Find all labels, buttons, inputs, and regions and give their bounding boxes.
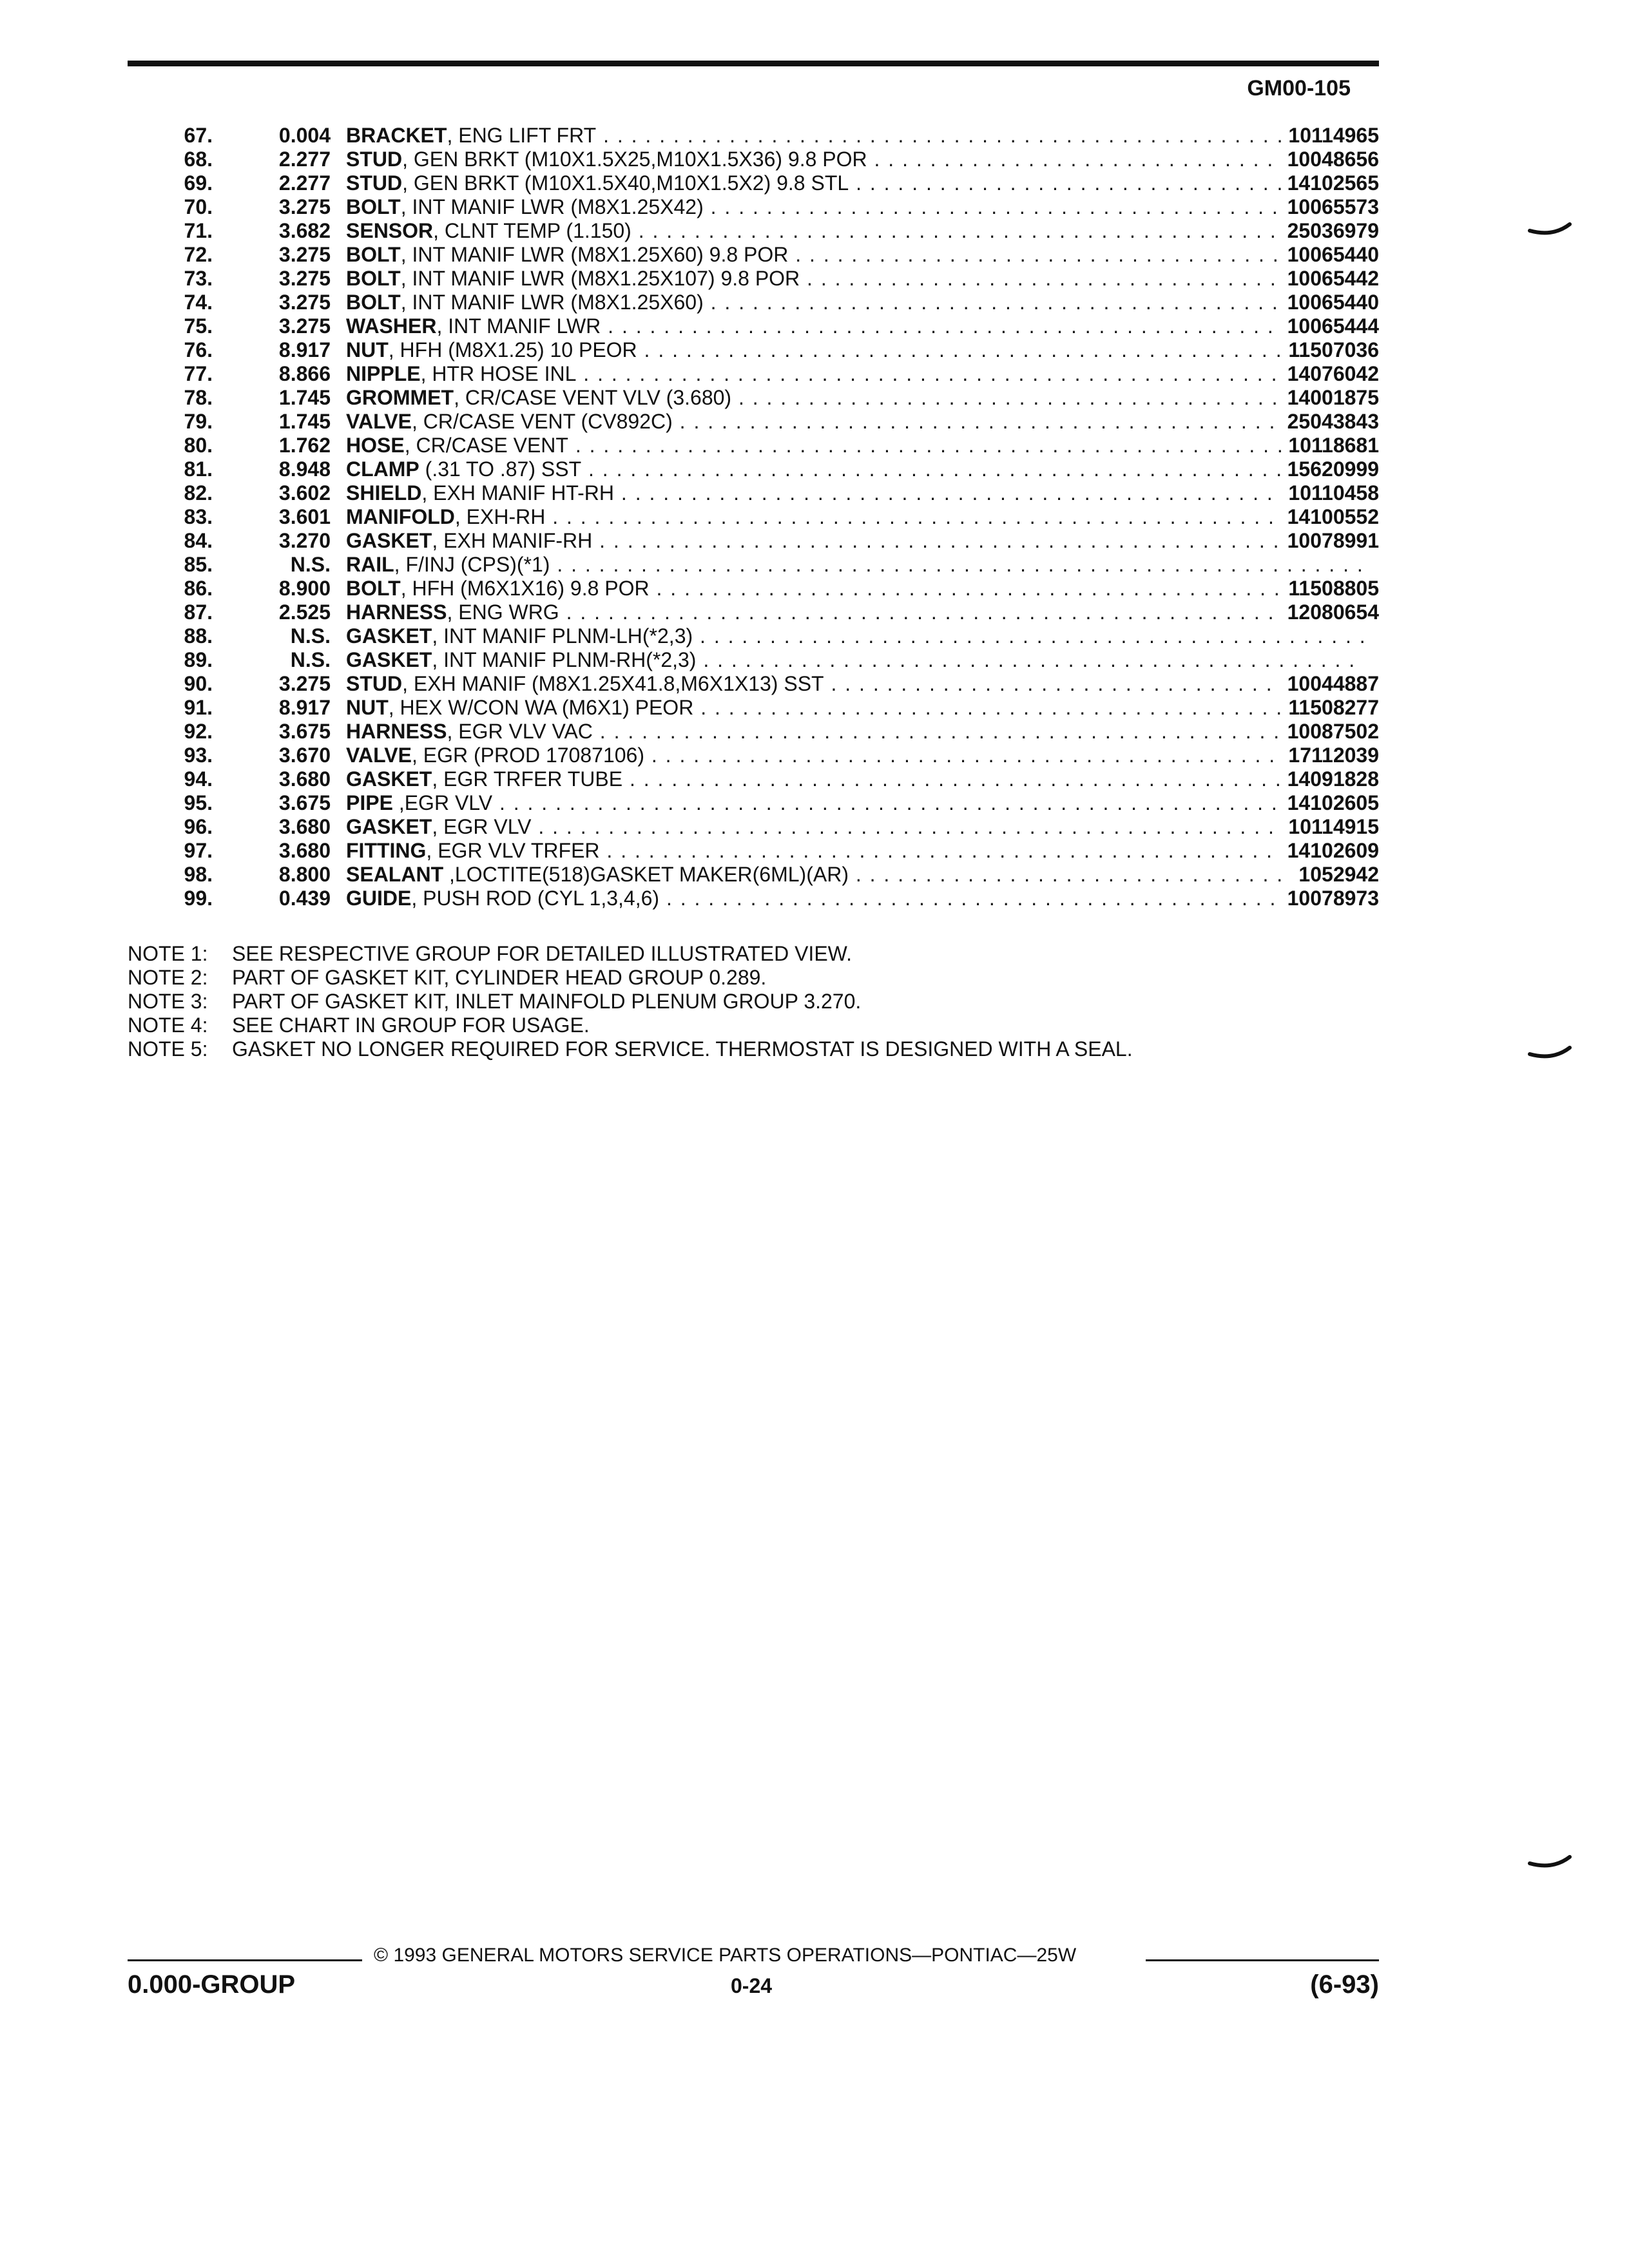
part-detail: , EXH MANIF HT-RH bbox=[421, 481, 615, 505]
part-name: GASKET bbox=[346, 529, 432, 552]
footer-rule-left bbox=[128, 1959, 362, 1961]
parts-row bbox=[129, 386, 1379, 410]
part-name: HARNESS bbox=[346, 720, 447, 743]
part-name: PIPE bbox=[346, 791, 393, 814]
item-number: 98. bbox=[184, 863, 213, 886]
parts-row bbox=[129, 624, 1379, 648]
part-description bbox=[346, 291, 1364, 314]
parts-row bbox=[129, 815, 1379, 839]
parts-row bbox=[129, 672, 1379, 696]
parts-row bbox=[129, 291, 1379, 314]
item-number: 90. bbox=[184, 672, 213, 695]
part-detail: (.31 TO .87) SST bbox=[419, 457, 582, 481]
part-detail: , EGR (PROD 17087106) bbox=[411, 744, 644, 767]
group-number: 3.275 bbox=[278, 267, 331, 290]
parts-row bbox=[129, 195, 1379, 219]
part-name: FITTING bbox=[346, 839, 427, 862]
parts-row bbox=[129, 481, 1379, 505]
part-name: NUT bbox=[346, 338, 389, 361]
part-name: RAIL bbox=[346, 553, 394, 576]
part-number: 10078991 bbox=[1281, 529, 1379, 553]
part-number: 10114915 bbox=[1282, 815, 1379, 839]
note-text: GASKET NO LONGER REQUIRED FOR SERVICE. THERMOSTAT IS DESIGNED WITH A SEAL. bbox=[232, 1037, 1133, 1061]
part-name: STUD bbox=[346, 171, 403, 195]
part-number: 10065440 bbox=[1281, 243, 1379, 267]
part-name: SEALANT bbox=[346, 863, 444, 886]
part-number: 25043843 bbox=[1281, 410, 1379, 434]
item-number: 83. bbox=[184, 505, 213, 528]
part-name: GUIDE bbox=[346, 887, 412, 910]
part-number: 10087502 bbox=[1281, 720, 1379, 744]
parts-row bbox=[129, 887, 1379, 910]
group-number: 8.800 bbox=[278, 863, 331, 886]
part-detail: , HTR HOSE INL bbox=[420, 362, 577, 385]
part-detail: , ENG LIFT FRT bbox=[447, 124, 597, 147]
part-number: 14100552 bbox=[1281, 505, 1379, 529]
part-description bbox=[346, 314, 1364, 338]
item-number: 80. bbox=[184, 434, 213, 457]
item-number: 86. bbox=[184, 577, 213, 600]
parts-row bbox=[129, 457, 1379, 481]
group-number: 1.762 bbox=[278, 434, 331, 457]
part-description bbox=[346, 124, 1364, 148]
part-detail: , CLNT TEMP (1.150) bbox=[433, 219, 631, 242]
group-number: 3.680 bbox=[278, 767, 331, 791]
part-description bbox=[346, 195, 1364, 219]
part-detail: , HEX W/CON WA (M6X1) PEOR bbox=[388, 696, 694, 719]
note-label: NOTE 4: bbox=[128, 1014, 208, 1037]
part-detail: ,EGR VLV bbox=[392, 791, 493, 814]
part-detail: , INT MANIF PLNM-LH(*2,3) bbox=[432, 624, 693, 648]
part-number: 25036979 bbox=[1281, 219, 1379, 243]
part-name: VALVE bbox=[346, 410, 412, 433]
group-number: 2.277 bbox=[278, 171, 331, 195]
parts-row bbox=[129, 553, 1379, 577]
part-detail: , CR/CASE VENT bbox=[404, 434, 568, 457]
part-description bbox=[346, 624, 1364, 648]
part-description bbox=[346, 148, 1364, 171]
part-description bbox=[346, 839, 1364, 863]
group-number: 3.275 bbox=[278, 195, 331, 218]
part-description bbox=[346, 791, 1364, 815]
part-name: STUD bbox=[346, 148, 403, 171]
part-name: VALVE bbox=[346, 744, 412, 767]
item-number: 73. bbox=[184, 267, 213, 290]
part-description bbox=[346, 338, 1364, 362]
part-name: GASKET bbox=[346, 815, 432, 838]
margin-mark bbox=[1527, 1853, 1572, 1872]
group-number: 3.275 bbox=[278, 243, 331, 266]
part-description bbox=[346, 529, 1364, 553]
part-description bbox=[346, 243, 1364, 267]
group-number: 8.900 bbox=[278, 577, 331, 600]
note-label: NOTE 2: bbox=[128, 966, 208, 989]
item-number: 68. bbox=[184, 148, 213, 171]
group-number: 3.682 bbox=[278, 219, 331, 242]
part-detail: , INT MANIF LWR (M8X1.25X60) bbox=[400, 291, 704, 314]
item-number: 88. bbox=[184, 624, 213, 648]
parts-row bbox=[129, 243, 1379, 267]
parts-row bbox=[129, 648, 1379, 672]
page-number: 0-24 bbox=[731, 1974, 773, 1997]
part-name: WASHER bbox=[346, 314, 437, 338]
group-number: 3.602 bbox=[278, 481, 331, 505]
item-number: 75. bbox=[184, 314, 213, 338]
group-number: 8.917 bbox=[278, 338, 331, 361]
parts-row bbox=[129, 696, 1379, 720]
parts-list bbox=[129, 124, 1379, 910]
item-number: 70. bbox=[184, 195, 213, 218]
item-number: 91. bbox=[184, 696, 213, 719]
part-detail: , PUSH ROD (CYL 1,3,4,6) bbox=[411, 887, 660, 910]
part-description bbox=[346, 887, 1364, 910]
parts-row bbox=[129, 267, 1379, 291]
group-number: 3.680 bbox=[278, 815, 331, 838]
part-detail: ,LOCTITE(518)GASKET MAKER(6ML)(AR) bbox=[443, 863, 849, 886]
item-number: 78. bbox=[184, 386, 213, 409]
part-description bbox=[346, 267, 1364, 291]
part-detail: , EGR VLV bbox=[432, 815, 532, 838]
part-detail: , F/INJ (CPS)(*1) bbox=[394, 553, 550, 576]
note-label: NOTE 1: bbox=[128, 942, 208, 965]
part-name: GASKET bbox=[346, 767, 432, 791]
part-number: 11508805 bbox=[1282, 577, 1379, 601]
note-text: PART OF GASKET KIT, INLET MAINFOLD PLENUM GROUP 3.270. bbox=[232, 990, 862, 1013]
part-number: 11508277 bbox=[1282, 696, 1379, 720]
part-description bbox=[346, 434, 1364, 457]
item-number: 72. bbox=[184, 243, 213, 266]
item-number: 85. bbox=[184, 553, 213, 576]
part-description bbox=[346, 386, 1364, 410]
footer-rule-right bbox=[1146, 1959, 1379, 1961]
item-number: 69. bbox=[184, 171, 213, 195]
note-text: PART OF GASKET KIT, CYLINDER HEAD GROUP 0.289. bbox=[232, 966, 767, 989]
parts-row bbox=[129, 744, 1379, 767]
group-number: 0.004 bbox=[278, 124, 331, 147]
part-name: MANIFOLD bbox=[346, 505, 455, 528]
part-number: 10078973 bbox=[1281, 887, 1379, 910]
part-number: 11507036 bbox=[1282, 338, 1379, 362]
note-line bbox=[128, 1014, 1133, 1037]
item-number: 94. bbox=[184, 767, 213, 791]
group-number: 3.275 bbox=[278, 672, 331, 695]
parts-row bbox=[129, 791, 1379, 815]
item-number: 92. bbox=[184, 720, 213, 743]
part-description bbox=[346, 410, 1364, 434]
part-number: 10065442 bbox=[1281, 267, 1379, 291]
group-number: N.S. bbox=[290, 648, 331, 671]
group-number: 1.745 bbox=[278, 386, 331, 409]
revision-date: (6-93) bbox=[1310, 1970, 1379, 1999]
part-detail: , CR/CASE VENT VLV (3.680) bbox=[454, 386, 732, 409]
part-number: 1052942 bbox=[1292, 863, 1379, 887]
part-detail: , EXH-RH bbox=[454, 505, 546, 528]
part-description bbox=[346, 505, 1364, 529]
parts-row bbox=[129, 314, 1379, 338]
part-number: 10118681 bbox=[1282, 434, 1379, 457]
item-number: 89. bbox=[184, 648, 213, 671]
part-name: STUD bbox=[346, 672, 403, 695]
part-name: HOSE bbox=[346, 434, 405, 457]
item-number: 99. bbox=[184, 887, 213, 910]
part-description bbox=[346, 171, 1364, 195]
item-number: 96. bbox=[184, 815, 213, 838]
item-number: 74. bbox=[184, 291, 213, 314]
parts-row bbox=[129, 863, 1379, 887]
note-label: NOTE 5: bbox=[128, 1037, 208, 1061]
part-number: 12080654 bbox=[1281, 601, 1379, 624]
item-number: 93. bbox=[184, 744, 213, 767]
part-detail: , GEN BRKT (M10X1.5X40,M10X1.5X2) 9.8 STL bbox=[402, 171, 849, 195]
margin-mark bbox=[1527, 1044, 1572, 1063]
part-detail: , INT MANIF LWR (M8X1.25X42) bbox=[400, 195, 704, 218]
part-description bbox=[346, 648, 1364, 672]
part-number: 10065440 bbox=[1281, 291, 1379, 314]
part-description bbox=[346, 553, 1364, 577]
part-detail: , INT MANIF LWR (M8X1.25X60) 9.8 POR bbox=[400, 243, 789, 266]
part-number: 14076042 bbox=[1281, 362, 1379, 386]
parts-row bbox=[129, 171, 1379, 195]
part-name: NIPPLE bbox=[346, 362, 421, 385]
part-detail: , INT MANIF PLNM-RH(*2,3) bbox=[432, 648, 697, 671]
part-number: 14102605 bbox=[1281, 791, 1379, 815]
part-name: GROMMET bbox=[346, 386, 454, 409]
part-number: 10110458 bbox=[1282, 481, 1379, 505]
group-number: 2.277 bbox=[278, 148, 331, 171]
part-description bbox=[346, 815, 1364, 839]
part-name: BOLT bbox=[346, 195, 401, 218]
group-number: 8.917 bbox=[278, 696, 331, 719]
part-number: 14091828 bbox=[1281, 767, 1379, 791]
part-number: 14102609 bbox=[1281, 839, 1379, 863]
part-number: 17112039 bbox=[1282, 744, 1379, 767]
group-number: 8.866 bbox=[278, 362, 331, 385]
note-text: SEE RESPECTIVE GROUP FOR DETAILED ILLUSTRATED VIEW. bbox=[232, 942, 852, 965]
item-number: 67. bbox=[184, 124, 213, 147]
copyright-line: © 1993 GENERAL MOTORS SERVICE PARTS OPERATIONS—PONTIAC—25W bbox=[374, 1945, 1077, 1966]
part-number: 10114965 bbox=[1282, 124, 1379, 148]
group-number: 3.275 bbox=[278, 291, 331, 314]
header-rule bbox=[128, 61, 1379, 66]
part-detail: , CR/CASE VENT (CV892C) bbox=[411, 410, 673, 433]
part-description bbox=[346, 601, 1364, 624]
note-line bbox=[128, 1037, 1133, 1061]
part-detail: , INT MANIF LWR (M8X1.25X107) 9.8 POR bbox=[400, 267, 800, 290]
item-number: 84. bbox=[184, 529, 213, 552]
note-line bbox=[128, 966, 1133, 990]
group-number: 1.745 bbox=[278, 410, 331, 433]
part-name: BRACKET bbox=[346, 124, 447, 147]
group-number: 8.948 bbox=[278, 457, 331, 481]
part-name: BOLT bbox=[346, 291, 401, 314]
document-code: GM00-105 bbox=[1247, 76, 1351, 101]
part-number: 15620999 bbox=[1281, 457, 1379, 481]
part-detail: , EGR VLV TRFER bbox=[426, 839, 600, 862]
part-detail: , HFH (M8X1.25) 10 PEOR bbox=[388, 338, 637, 361]
part-description bbox=[346, 767, 1364, 791]
part-name: BOLT bbox=[346, 243, 401, 266]
group-number: 2.525 bbox=[278, 601, 331, 624]
note-label: NOTE 3: bbox=[128, 990, 208, 1013]
part-number: 14001875 bbox=[1281, 386, 1379, 410]
group-number: 3.680 bbox=[278, 839, 331, 862]
part-description bbox=[346, 457, 1364, 481]
part-detail: , HFH (M6X1X16) 9.8 POR bbox=[400, 577, 650, 600]
part-detail: , GEN BRKT (M10X1.5X25,M10X1.5X36) 9.8 POR bbox=[402, 148, 867, 171]
item-number: 76. bbox=[184, 338, 213, 361]
part-number: 10065444 bbox=[1281, 314, 1379, 338]
group-number: 3.270 bbox=[278, 529, 331, 552]
part-name: GASKET bbox=[346, 648, 432, 671]
group-number: 3.675 bbox=[278, 720, 331, 743]
note-line bbox=[128, 990, 1133, 1014]
item-number: 87. bbox=[184, 601, 213, 624]
part-description bbox=[346, 696, 1364, 720]
parts-row bbox=[129, 148, 1379, 171]
note-line bbox=[128, 942, 1133, 966]
note-text: SEE CHART IN GROUP FOR USAGE. bbox=[232, 1014, 590, 1037]
part-number: 14102565 bbox=[1281, 171, 1379, 195]
footer-group: 0.000-GROUP bbox=[128, 1970, 296, 1999]
group-number: 3.601 bbox=[278, 505, 331, 528]
part-detail: , EXH MANIF-RH bbox=[432, 529, 593, 552]
part-description bbox=[346, 863, 1364, 887]
part-detail: , INT MANIF LWR bbox=[436, 314, 601, 338]
part-detail: , EGR VLV VAC bbox=[447, 720, 593, 743]
part-description bbox=[346, 720, 1364, 744]
parts-row bbox=[129, 839, 1379, 863]
part-name: CLAMP bbox=[346, 457, 419, 481]
parts-row bbox=[129, 720, 1379, 744]
parts-row bbox=[129, 410, 1379, 434]
item-number: 82. bbox=[184, 481, 213, 505]
part-number: 10048656 bbox=[1281, 148, 1379, 171]
part-description bbox=[346, 362, 1364, 386]
part-name: NUT bbox=[346, 696, 389, 719]
part-detail: , EGR TRFER TUBE bbox=[432, 767, 623, 791]
part-description bbox=[346, 219, 1364, 243]
part-description bbox=[346, 672, 1364, 696]
part-number: 10065573 bbox=[1281, 195, 1379, 219]
parts-row bbox=[129, 124, 1379, 148]
part-name: SHIELD bbox=[346, 481, 422, 505]
parts-row bbox=[129, 505, 1379, 529]
item-number: 79. bbox=[184, 410, 213, 433]
group-number: 0.439 bbox=[278, 887, 331, 910]
part-description bbox=[346, 481, 1364, 505]
group-number: 3.275 bbox=[278, 314, 331, 338]
part-name: GASKET bbox=[346, 624, 432, 648]
part-name: BOLT bbox=[346, 267, 401, 290]
margin-mark bbox=[1527, 220, 1572, 240]
part-description bbox=[346, 744, 1364, 767]
part-detail: , ENG WRG bbox=[447, 601, 559, 624]
parts-row bbox=[129, 434, 1379, 457]
notes-section bbox=[128, 942, 1133, 1061]
part-number: 10044887 bbox=[1281, 672, 1379, 696]
group-number: 3.675 bbox=[278, 791, 331, 814]
parts-row bbox=[129, 219, 1379, 243]
parts-row bbox=[129, 338, 1379, 362]
part-name: BOLT bbox=[346, 577, 401, 600]
item-number: 77. bbox=[184, 362, 213, 385]
parts-row bbox=[129, 362, 1379, 386]
parts-row bbox=[129, 601, 1379, 624]
parts-row bbox=[129, 767, 1379, 791]
part-name: SENSOR bbox=[346, 219, 434, 242]
group-number: 3.670 bbox=[278, 744, 331, 767]
item-number: 95. bbox=[184, 791, 213, 814]
item-number: 81. bbox=[184, 457, 213, 481]
parts-row bbox=[129, 529, 1379, 553]
part-detail: , EXH MANIF (M8X1.25X41.8,M6X1X13) SST bbox=[402, 672, 824, 695]
item-number: 97. bbox=[184, 839, 213, 862]
part-name: HARNESS bbox=[346, 601, 447, 624]
item-number: 71. bbox=[184, 219, 213, 242]
group-number: N.S. bbox=[290, 624, 331, 648]
group-number: N.S. bbox=[290, 553, 331, 576]
parts-row bbox=[129, 577, 1379, 601]
part-description bbox=[346, 577, 1364, 601]
